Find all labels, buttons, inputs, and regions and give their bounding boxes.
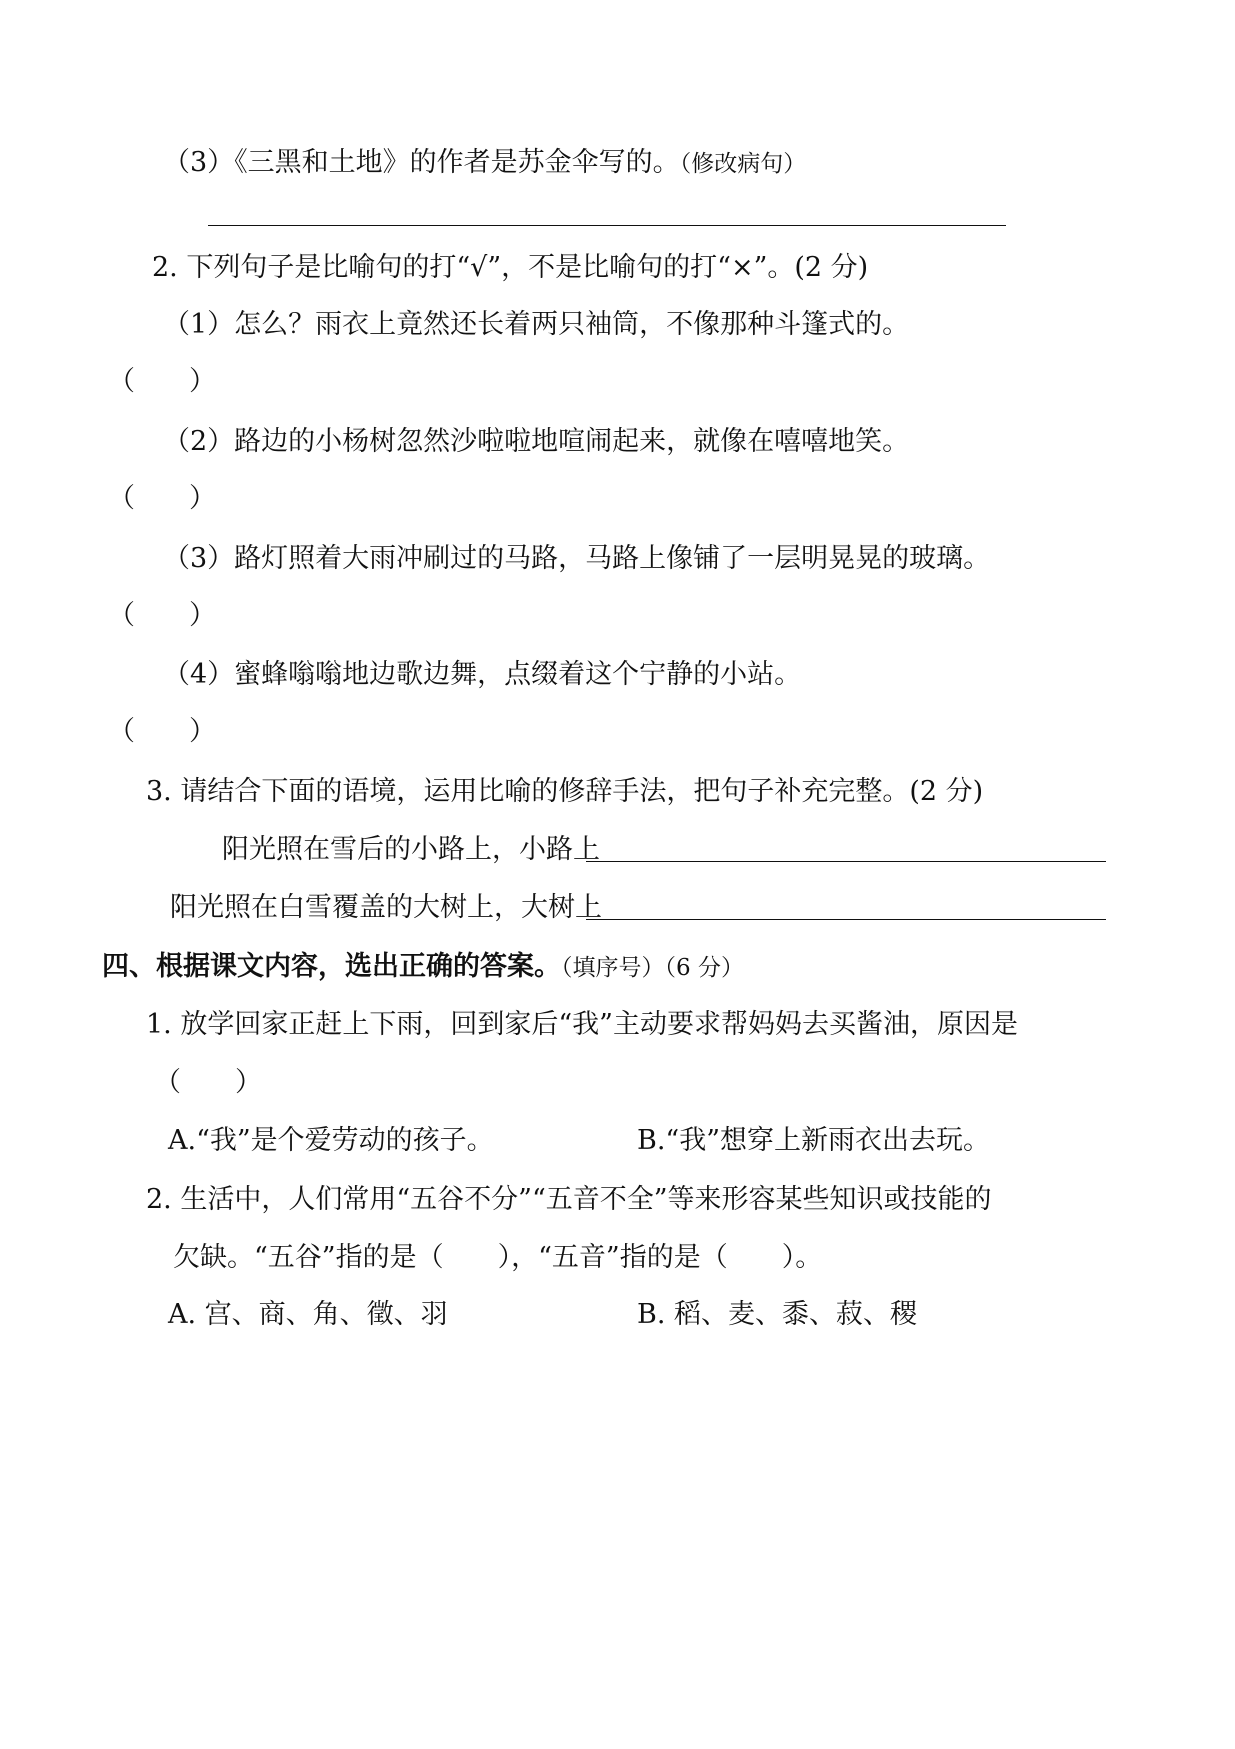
item-text: 《三黑和土地》的作者是苏金伞写的。 [234, 147, 680, 178]
question-2-item-4: （4）蜜蜂嗡嗡地边歌边舞，点缀着这个宁静的小站。 [163, 659, 802, 690]
section-heading-text: 四、根据课文内容，选出正确的答案。 [102, 951, 561, 982]
section-4-q2-text-2: 欠缺。“五谷”指的是（ ），“五音”指的是（ ）。 [173, 1242, 823, 1273]
option-b-4-2[interactable]: B. 稻、麦、黍、菽、稷 [637, 1299, 918, 1330]
answer-blank-2-2[interactable]: （ ） [108, 483, 216, 514]
answer-line[interactable] [208, 225, 1006, 226]
question-3-title: 3. 请结合下面的语境，运用比喻的修辞手法，把句子补充完整。(2 分) [146, 776, 984, 807]
question-3-line-1: 阳光照在雪后的小路上，小路上 [222, 834, 600, 865]
question-1-3 [163, 145, 806, 182]
item-prefix: （3） [163, 147, 235, 178]
question-2-item-1: （1）怎么？雨衣上竟然还长着两只袖筒，不像那种斗篷式的。 [163, 309, 910, 340]
section-4-heading [102, 949, 744, 986]
item-note: （修改病句） [679, 151, 807, 177]
section-4-q2-text-1: 2. 生活中，人们常用“五谷不分”“五音不全”等来形容某些知识或技能的 [146, 1184, 992, 1215]
question-2-item-2: （2）路边的小杨树忽然沙啦啦地喧闹起来，就像在嘻嘻地笑。 [163, 426, 910, 457]
question-3-line-2: 阳光照在白雪覆盖的大树上，大树上 [170, 892, 602, 923]
answer-blank-2-3[interactable]: （ ） [108, 600, 216, 631]
option-a-4-1[interactable]: A.“我”是个爱劳动的孩子。 [168, 1125, 494, 1156]
answer-line-3-2[interactable] [586, 919, 1106, 920]
answer-blank-2-4[interactable]: （ ） [108, 716, 216, 747]
section-heading-note: （填序号）（6 分） [561, 955, 744, 981]
question-2-title: 2. 下列句子是比喻句的打“√”，不是比喻句的打“×”。(2 分) [152, 252, 869, 283]
answer-line-3-1[interactable] [586, 861, 1106, 862]
section-4-q1-text: 1. 放学回家正赶上下雨，回到家后“我”主动要求帮妈妈去买酱油，原因是 [146, 1009, 1018, 1040]
option-a-4-2[interactable]: A. 宫、商、角、徵、羽 [168, 1299, 448, 1330]
option-b-4-1[interactable]: B.“我”想穿上新雨衣出去玩。 [637, 1125, 991, 1156]
question-2-item-3: （3）路灯照着大雨冲刷过的马路，马路上像铺了一层明晃晃的玻璃。 [163, 543, 991, 574]
answer-blank-4-1[interactable]: （ ） [154, 1067, 262, 1098]
answer-blank-2-1[interactable]: （ ） [108, 366, 216, 397]
